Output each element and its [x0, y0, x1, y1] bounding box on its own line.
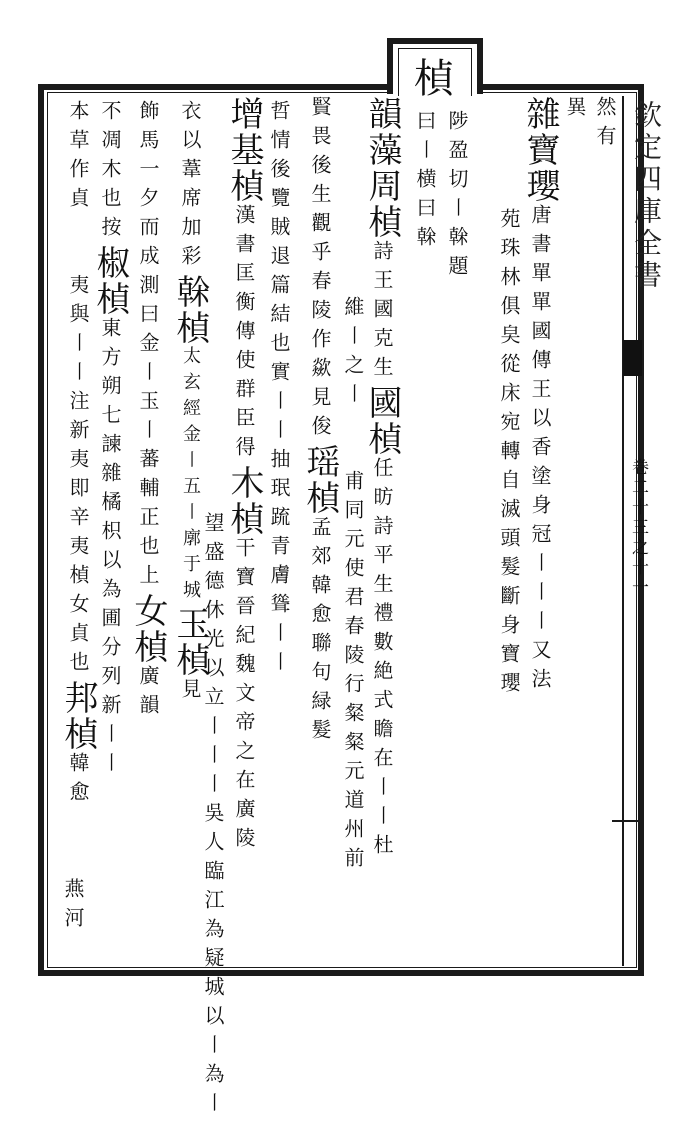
text-column-3	[520, 96, 560, 697]
text-column-14	[128, 100, 168, 723]
annotation-text: 上	[136, 564, 160, 593]
annotation-text: 維〡之〡	[341, 296, 365, 412]
annotation-text: 然有	[593, 96, 617, 154]
text-column-16	[58, 100, 98, 810]
annotation-text: 測曰金〡玉〡蕃輔正也	[136, 274, 160, 564]
headword: 雜寶瓔	[520, 96, 560, 204]
annotation-text: 賢畏後生觀乎春陵作歘見俊	[308, 96, 332, 444]
annotation-text: 見	[178, 678, 202, 707]
annotation-text: 異	[563, 96, 587, 125]
text-column-8	[340, 296, 366, 876]
book-title: 欽定四庫全書	[630, 100, 663, 292]
annotation-text: 孟郊韓愈聯句緑髮	[308, 516, 332, 748]
headword: 木楨	[224, 465, 264, 537]
annotation-text: 任昉詩平生禮數絶式瞻在〡〡杜	[370, 457, 394, 863]
text-column-11	[224, 96, 264, 856]
text-column-2	[562, 96, 588, 125]
annotation-text: 不凋木也按	[98, 100, 122, 245]
headword: 瑶楨	[300, 444, 340, 516]
text-column-5	[444, 110, 470, 284]
annotation-text: 〡〡	[98, 723, 122, 781]
annotation-text: 苑珠林俱㚖從床宛轉自滅頭髮斷身寶瓔	[497, 208, 521, 701]
annotation-text: 詩王國克生	[370, 240, 394, 385]
headword: 增基楨	[224, 96, 264, 204]
annotation-text: 衣以葦席加彩	[178, 100, 202, 274]
gutter-rule	[612, 820, 638, 822]
annotation-text: 夷與〡〡注新夷即辛夷楨女貞也	[66, 274, 90, 680]
fish-tail-mark	[623, 340, 642, 376]
text-column-1	[592, 96, 618, 154]
annotation-text: 漢書匡衡傳使群臣得	[232, 204, 256, 465]
text-column-4	[496, 208, 522, 701]
annotation-text: 燕河	[61, 878, 85, 936]
annotation-text: 本草作貞	[66, 100, 90, 216]
annotation-text: 廣韻	[136, 665, 160, 723]
headword: 榦楨	[170, 274, 210, 346]
annotation-text: 陟盈切〡榦題	[445, 110, 469, 284]
annotation-text: 韓愈	[66, 752, 90, 810]
volume-label: 卷二十三之十一	[628, 458, 648, 598]
annotation-text: 吳人臨江為疑城以〡為〡	[201, 802, 225, 1121]
annotation-text: 東方朔七諫雜橘枳以為圃分列新	[98, 317, 122, 723]
text-column-13	[170, 100, 210, 707]
annotation-text	[66, 216, 90, 274]
annotation-text: 望盛德休光以立〡〡〡	[201, 512, 225, 802]
text-column-17	[60, 878, 86, 936]
annotation-text: 甫同元使君春陵行粲粲元道州前	[341, 470, 365, 876]
annotation-text	[341, 412, 365, 470]
text-column-6	[412, 110, 438, 255]
annotation-text: 干寶晉紀魏文帝之在廣陵	[232, 537, 256, 856]
headword: 國楨	[362, 385, 402, 457]
annotation-text: 曰〡横曰榦	[413, 110, 437, 255]
annotation-text: 唐書單單國傳王以香塗身冠〡〡〡又法	[528, 204, 552, 697]
annotation-text: 哲情後覽賊退篇結也實〡〡抽珉䟽青膚聳〡〡	[267, 100, 291, 680]
annotation-text: 太玄經金〡五〡廓于城	[180, 346, 201, 606]
gutter-divider	[622, 96, 624, 966]
headword: 玉楨	[170, 606, 210, 678]
headword: 邦楨	[58, 680, 98, 752]
headword: 女楨	[128, 593, 168, 665]
header-character: 楨	[414, 56, 454, 102]
text-column-10	[266, 100, 292, 680]
text-column-7	[362, 96, 402, 863]
annotation-text: 飾馬一夕而成	[136, 100, 160, 274]
text-column-9	[300, 96, 340, 748]
headword: 椒楨	[90, 245, 130, 317]
headword: 韻藻周楨	[362, 96, 402, 240]
